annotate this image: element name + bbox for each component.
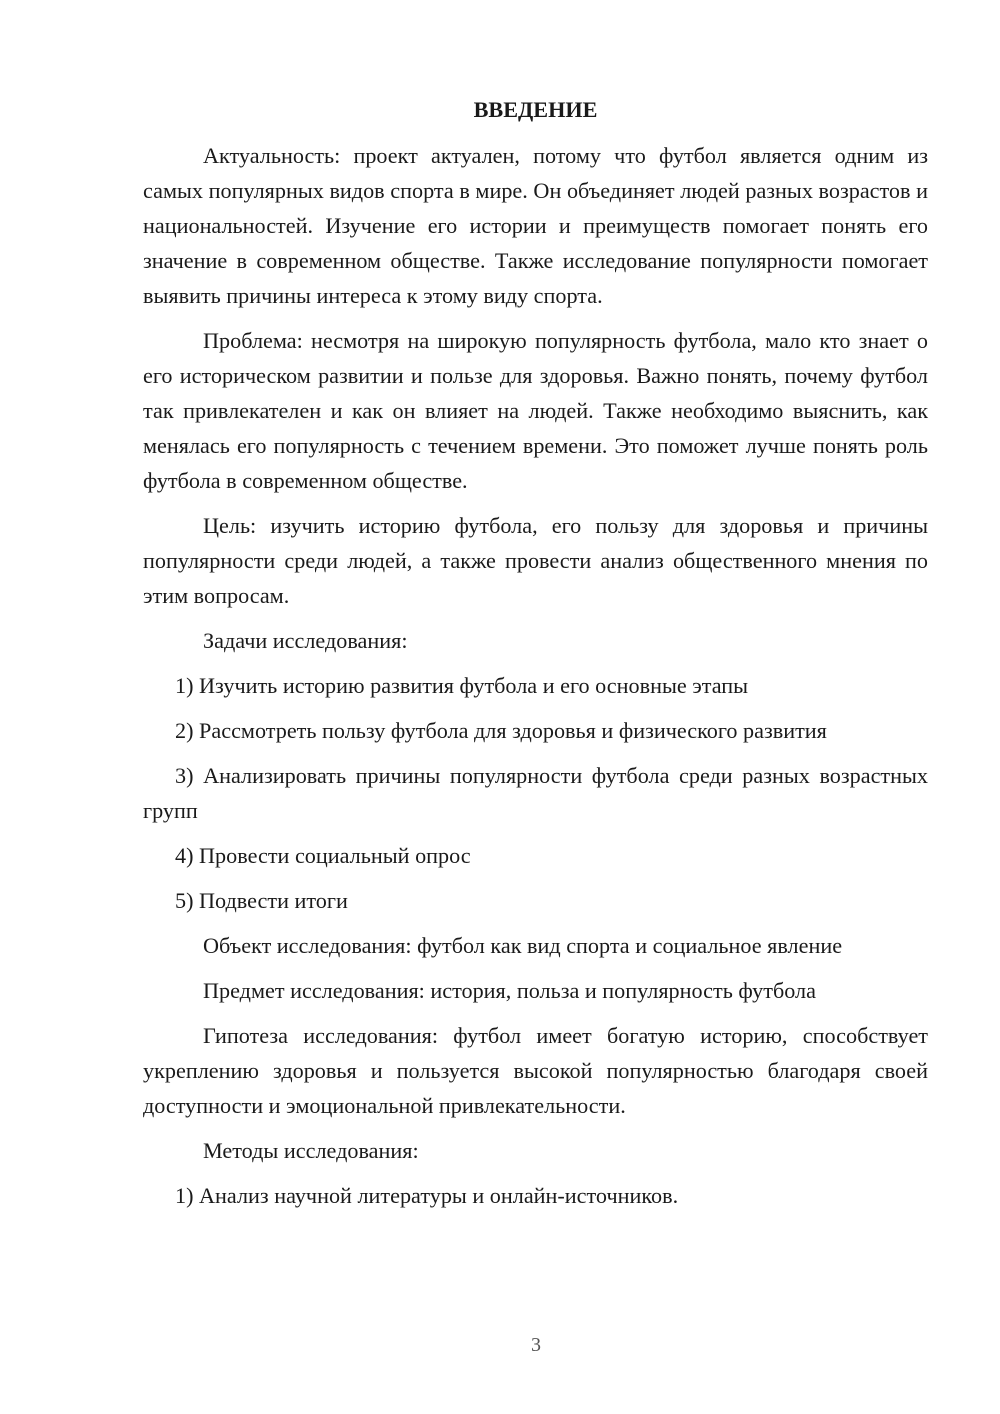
object-line: Объект исследования: футбол как вид спорта и социальное явление [203, 933, 843, 958]
methods-heading: Методы исследования: [203, 1138, 419, 1163]
hypothesis-paragraph: Гипотеза исследования: футбол имеет богатую историю, способствует укреплению здоровья и пользуется высокой популярностью благодаря своей доступности и эмоциональной привлекательности. [143, 1023, 928, 1118]
task-item: 4) Провести социальный опрос [175, 843, 471, 868]
subject-line: Предмет исследования: история, польза и популярность футбола [203, 978, 816, 1003]
document-body [143, 94, 928, 1223]
task-item: 5) Подвести итоги [175, 888, 348, 913]
page-number: 3 [531, 1334, 541, 1356]
section-title: ВВЕДЕНИЕ [473, 97, 598, 122]
problem-paragraph: Проблема: несмотря на широкую популярность футбола, мало кто знает о его историческом развитии и пользе для здоровья. Важно понять, почему футбол так привлекателен и как он влияет на людей. Также необходимо выяснить, как менялась его популярность с течением времени. Это поможет лучше понять роль футбола в современном обществе. [143, 328, 928, 493]
task-item: 1) Изучить историю развития футбола и его основные этапы [175, 673, 749, 698]
relevance-paragraph: Актуальность: проект актуален, потому что футбол является одним из самых популярных видов спорта в мире. Он объединяет людей разных возрастов и национальностей. Изучение его истории и преимуществ помогает понять его значение в современном обществе. Также исследование популярности помогает выявить причины интереса к этому виду спорта. [143, 143, 928, 308]
task-item: 2) Рассмотреть пользу футбола для здоровья и физического развития [175, 718, 827, 743]
goal-paragraph: Цель: изучить историю футбола, его пользу для здоровья и причины популярности среди людей, а также провести анализ общественного мнения по этим вопросам. [143, 513, 928, 608]
task-item: 3) Анализировать причины популярности футбола среди разных возрастных групп [143, 763, 928, 823]
method-item: 1) Анализ научной литературы и онлайн-источников. [175, 1183, 679, 1208]
tasks-heading: Задачи исследования: [203, 628, 408, 653]
